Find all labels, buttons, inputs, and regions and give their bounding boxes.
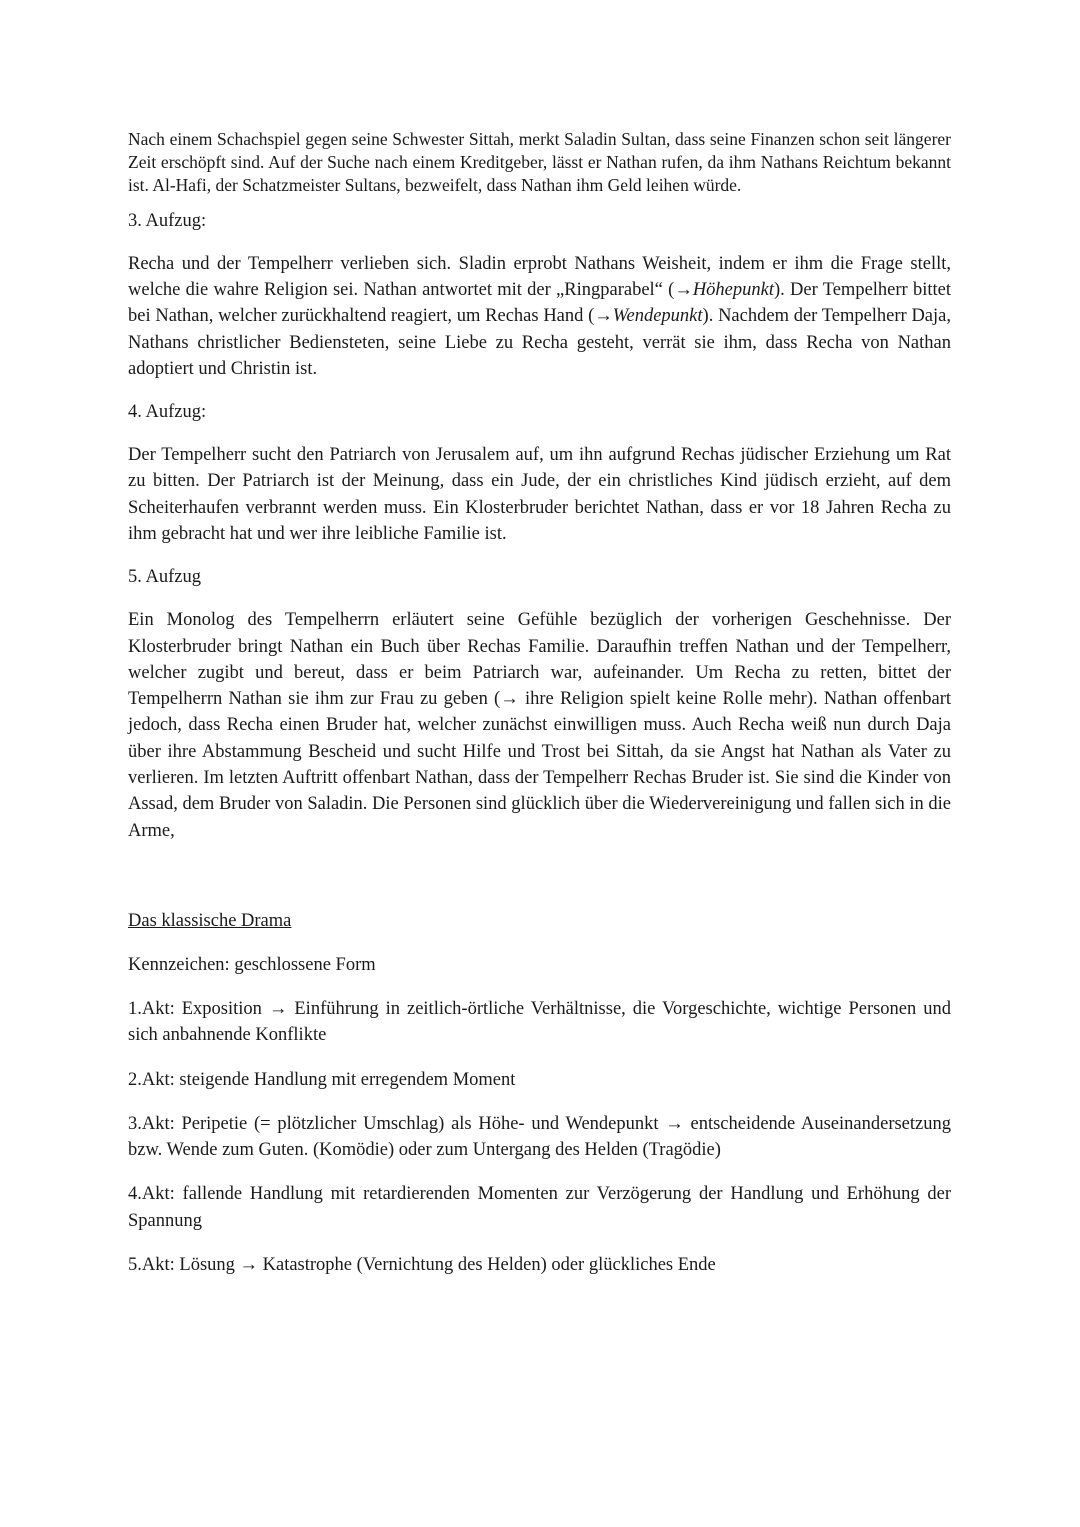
act3-emphasis-wendepunkt: →Wendepunkt <box>594 306 703 327</box>
act3-paragraph <box>128 251 951 382</box>
drama-kennzeichen: Kennzeichen: geschlossene Form <box>128 954 376 975</box>
act-item-4: 4.Akt: fallende Handlung mit retardierenden Momenten zur Verzögerung der Handlung und Erhöhung der Spannung <box>128 1184 951 1231</box>
act3-text-part3: ). Nachdem der Tempelherr Daja, Nathans christlicher Bediensteten, seine Liebe zu Recha gesteht, verrät sie ihm, dass Recha von Nathan adoptiert und Christin ist. <box>128 306 951 379</box>
act3-heading: 3. Aufzug: <box>128 210 207 231</box>
act4-paragraph: Der Tempelherr sucht den Patriarch von Jerusalem auf, um ihn aufgrund Rechas jüdischer Erziehung um Rat zu bitten. Der Patriarch ist der Meinung, dass ein Jude, der ein christliches Kind jüdisch erzieht, auf dem Scheiterhaufen verbrannt werden muss. Ein Klosterbruder berichtet Nathan, dass er vor 18 Jahren Recha zu ihm gebracht hat und wer ihre leibliche Familie ist. <box>128 445 951 544</box>
act-item-3: 3.Akt: Peripetie (= plötzlicher Umschlag) als Höhe- und Wendepunkt → entscheidende Auseinandersetzung bzw. Wende zum Guten. (Komödie) oder zum Untergang des Helden (Tragödie) <box>128 1113 951 1161</box>
act-item-1: 1.Akt: Exposition → Einführung in zeitlich-örtliche Verhältnisse, die Vorgeschichte, wichtige Personen und sich anbahnende Konflikte <box>128 998 951 1046</box>
act-item-2: 2.Akt: steigende Handlung mit erregendem Moment <box>128 1069 516 1090</box>
act3-text-part2: ). Der Tempelherr bittet bei Nathan, welcher zurückhaltend reagiert, um Rechas Hand ( <box>128 279 951 327</box>
act5-paragraph: Ein Monolog des Tempelherrn erläutert seine Gefühle bezüglich der vorherigen Geschehnisse. Der Klosterbruder bringt Nathan ein Buch über Rechas Familie. Daraufhin treffen Nathan und der Tempelherr, welcher zugibt und bereut, dass er beim Patriarch war, aufeinander. Um Recha zu retten, bittet der Tempelherrn Nathan sie ihm zur Frau zu geben (→ ihre Religion spielt keine Rolle mehr). Nathan offenbart jedoch, dass Recha einen Bruder hat, welcher zunächst einwilligen muss. Auch Recha weiß nun durch Daja über ihre Abstammung Bescheid und sucht Hilfe und Trost bei Sittah, da sie Angst hat Nathan als Vater zu verlieren. Im letzten Auftritt offenbart Nathan, dass der Tempelherr Rechas Bruder ist. Sie sind die Kinder von Assad, dem Bruder von Saladin. Die Personen sind glücklich über die Wiedervereinigung und fallen sich in die Arme, <box>128 610 951 841</box>
intro-paragraph: Nach einem Schachspiel gegen seine Schwester Sittah, merkt Saladin Sultan, dass seine Finanzen schon seit längerer Zeit erschöpft sind. Auf der Suche nach einem Kreditgeber, lässt er Nathan rufen, da ihm Nathans Reichtum bekannt ist. Al-Hafi, der Schatzmeister Sultans, bezweifelt, dass Nathan ihm Geld leihen würde. <box>128 129 951 196</box>
drama-section-title: Das klassische Drama <box>128 910 292 931</box>
act5-heading: 5. Aufzug <box>128 567 201 588</box>
act-item-5: 5.Akt: Lösung → Katastrophe (Vernichtung des Helden) oder glückliches Ende <box>128 1255 716 1276</box>
act4-heading: 4. Aufzug: <box>128 402 207 423</box>
act3-emphasis-hoehepunkt: →Höhepunkt <box>674 279 774 300</box>
document-page <box>128 128 951 1278</box>
act3-text-part1: Recha und der Tempelherr verlieben sich. Sladin erprobt Nathans Weisheit, indem er ihm die Frage stellt, welche die wahre Religion sei. Nathan antwortet mit der „Ringparabel“ ( <box>128 253 951 300</box>
